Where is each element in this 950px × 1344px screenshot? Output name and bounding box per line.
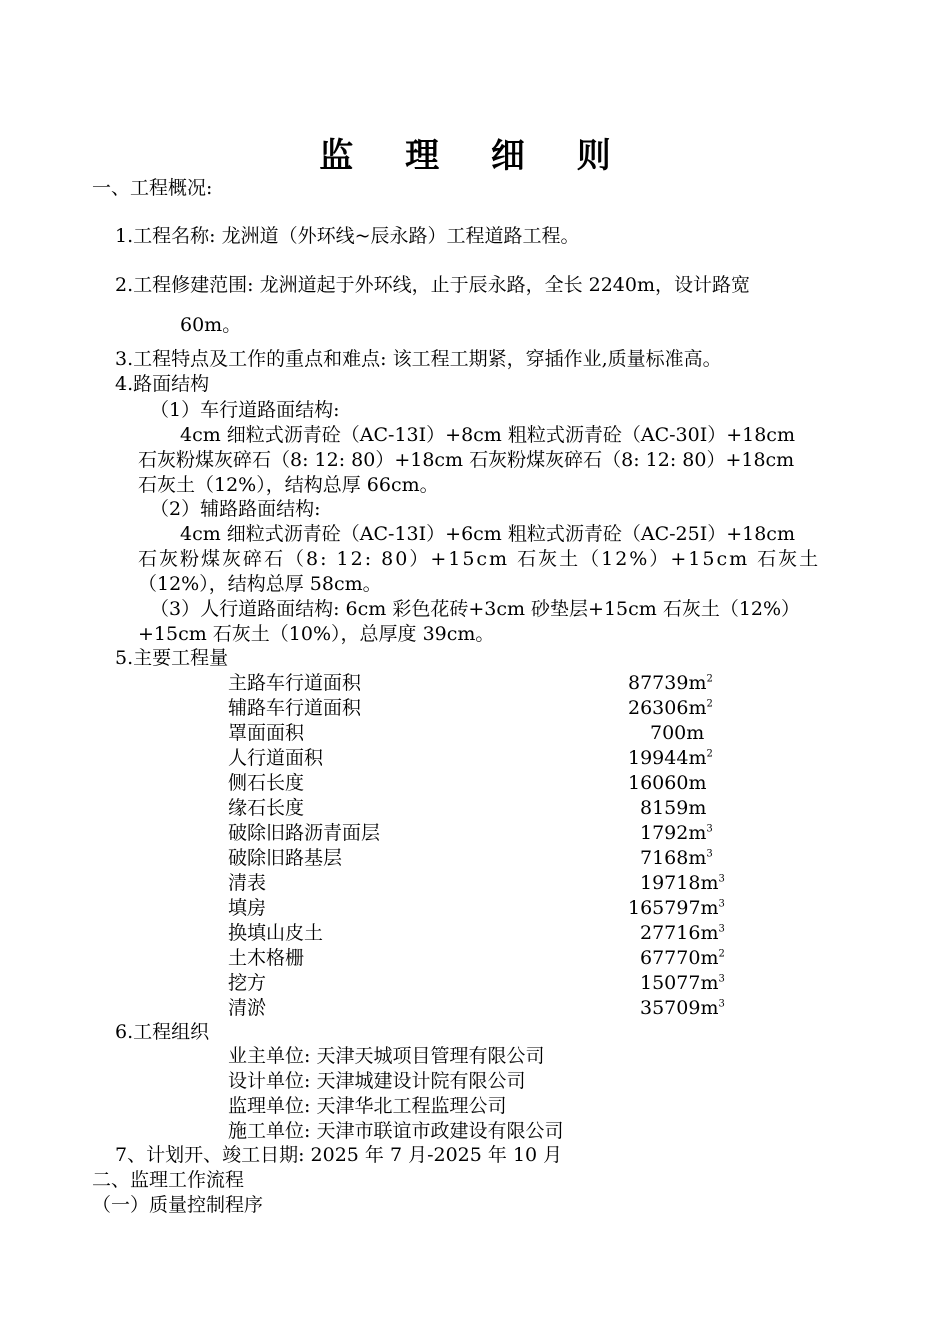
quantity-value: $26306m^2$: [628, 697, 713, 719]
quantity-value: $87739m^2$: [628, 672, 713, 694]
pave1-line1: 4cm 细粒式沥青砼（AC-13Ⅰ）+8cm 粗粒式沥青砼（AC-30Ⅰ）+18cm: [180, 424, 795, 446]
pave1-line3: 石灰土（12%），结构总厚 66cm。: [138, 474, 439, 496]
quantity-name: 换填山皮土: [228, 922, 324, 944]
section2-sub1: （一）质量控制程序: [92, 1194, 264, 1216]
quantity-name: 侧石长度: [228, 772, 305, 794]
quantity-name: 破除旧路基层: [228, 847, 343, 869]
quantity-value: $67770m^2$: [640, 947, 725, 969]
pave2-line1: 4cm 细粒式沥青砼（AC-13Ⅰ）+6cm 粗粒式沥青砼（AC-25Ⅰ）+18cm: [180, 523, 795, 545]
item7-schedule: 7、计划开、竣工日期: 2025 年 7 月-2025 年 10 月: [115, 1144, 563, 1166]
item4-pavement: 4.路面结构: [115, 373, 210, 395]
quantity-name: 缘石长度: [228, 797, 305, 819]
quantity-value: $35709m^3$: [640, 997, 725, 1019]
quantity-value: $15077m^3$: [640, 972, 725, 994]
quantity-name: 填房: [228, 897, 267, 919]
pave2-line3: （12%），结构总厚 58cm。: [138, 573, 382, 595]
item5-quantities: 5.主要工程量: [115, 647, 229, 669]
pave3-line2: +15cm 石灰土（10%），总厚度 39cm。: [138, 623, 495, 645]
quantity-name: 辅路车行道面积: [228, 697, 362, 719]
quantity-name: 破除旧路沥青面层: [228, 822, 381, 844]
quantity-value: 8159m: [640, 797, 707, 819]
pave1-line2: 石灰粉煤灰碎石（8: 12: 80）+18cm 石灰粉煤灰碎石（8: 12: 80）+18cm: [138, 449, 795, 471]
item2-scope-line1: 2.工程修建范围: 龙洲道起于外环线，止于辰永路，全长 2240m，设计路宽: [115, 274, 750, 296]
quantity-name: 挖方: [228, 972, 267, 994]
pave2-title: （2）辅路路面结构:: [150, 498, 321, 520]
quantity-value: $1792m^3$: [640, 822, 713, 844]
item6-organization: 6.工程组织: [115, 1021, 210, 1043]
quantity-value: $19944m^2$: [628, 747, 713, 769]
item3-features: 3.工程特点及工作的重点和难点: 该工程工期紧，穿插作业,质量标准高。: [115, 348, 722, 370]
org-owner: 业主单位: 天津天城项目管理有限公司: [228, 1045, 545, 1067]
quantity-value: $27716m^3$: [640, 922, 725, 944]
quantity-name: 清淤: [228, 997, 267, 1019]
quantity-name: 清表: [228, 872, 267, 894]
item1-project-name: 1.工程名称: 龙洲道（外环线~辰永路）工程道路工程。: [115, 225, 580, 247]
quantity-value: 16060m: [628, 772, 707, 794]
pave3-line1: （3）人行道路面结构: 6cm 彩色花砖+3cm 砂垫层+15cm 石灰土（12%）: [150, 598, 801, 620]
page-title: 监 理 细 则: [319, 136, 631, 176]
pave2-line2: 石灰粉煤灰碎石（8: 12: 80）+15cm 石灰土（12%）+15cm 石灰土: [138, 548, 821, 570]
org-designer: 设计单位: 天津城建设计院有限公司: [228, 1070, 526, 1092]
item2-scope-line2: 60m。: [180, 314, 242, 336]
quantity-value: 700m: [650, 722, 705, 744]
org-supervisor: 监理单位: 天津华北工程监理公司: [228, 1095, 507, 1117]
pave1-title: （1）车行道路面结构:: [150, 399, 340, 421]
quantity-name: 土木格栅: [228, 947, 305, 969]
section1-heading: 一、工程概况:: [92, 177, 213, 199]
quantity-value: $7168m^3$: [640, 847, 713, 869]
quantity-value: $19718m^3$: [640, 872, 725, 894]
section2-heading: 二、监理工作流程: [92, 1169, 245, 1191]
quantity-name: 罩面面积: [228, 722, 305, 744]
quantity-value: $165797m^3$: [628, 897, 725, 919]
org-contractor: 施工单位: 天津市联谊市政建设有限公司: [228, 1120, 564, 1142]
quantity-name: 主路车行道面积: [228, 672, 362, 694]
quantity-name: 人行道面积: [228, 747, 324, 769]
